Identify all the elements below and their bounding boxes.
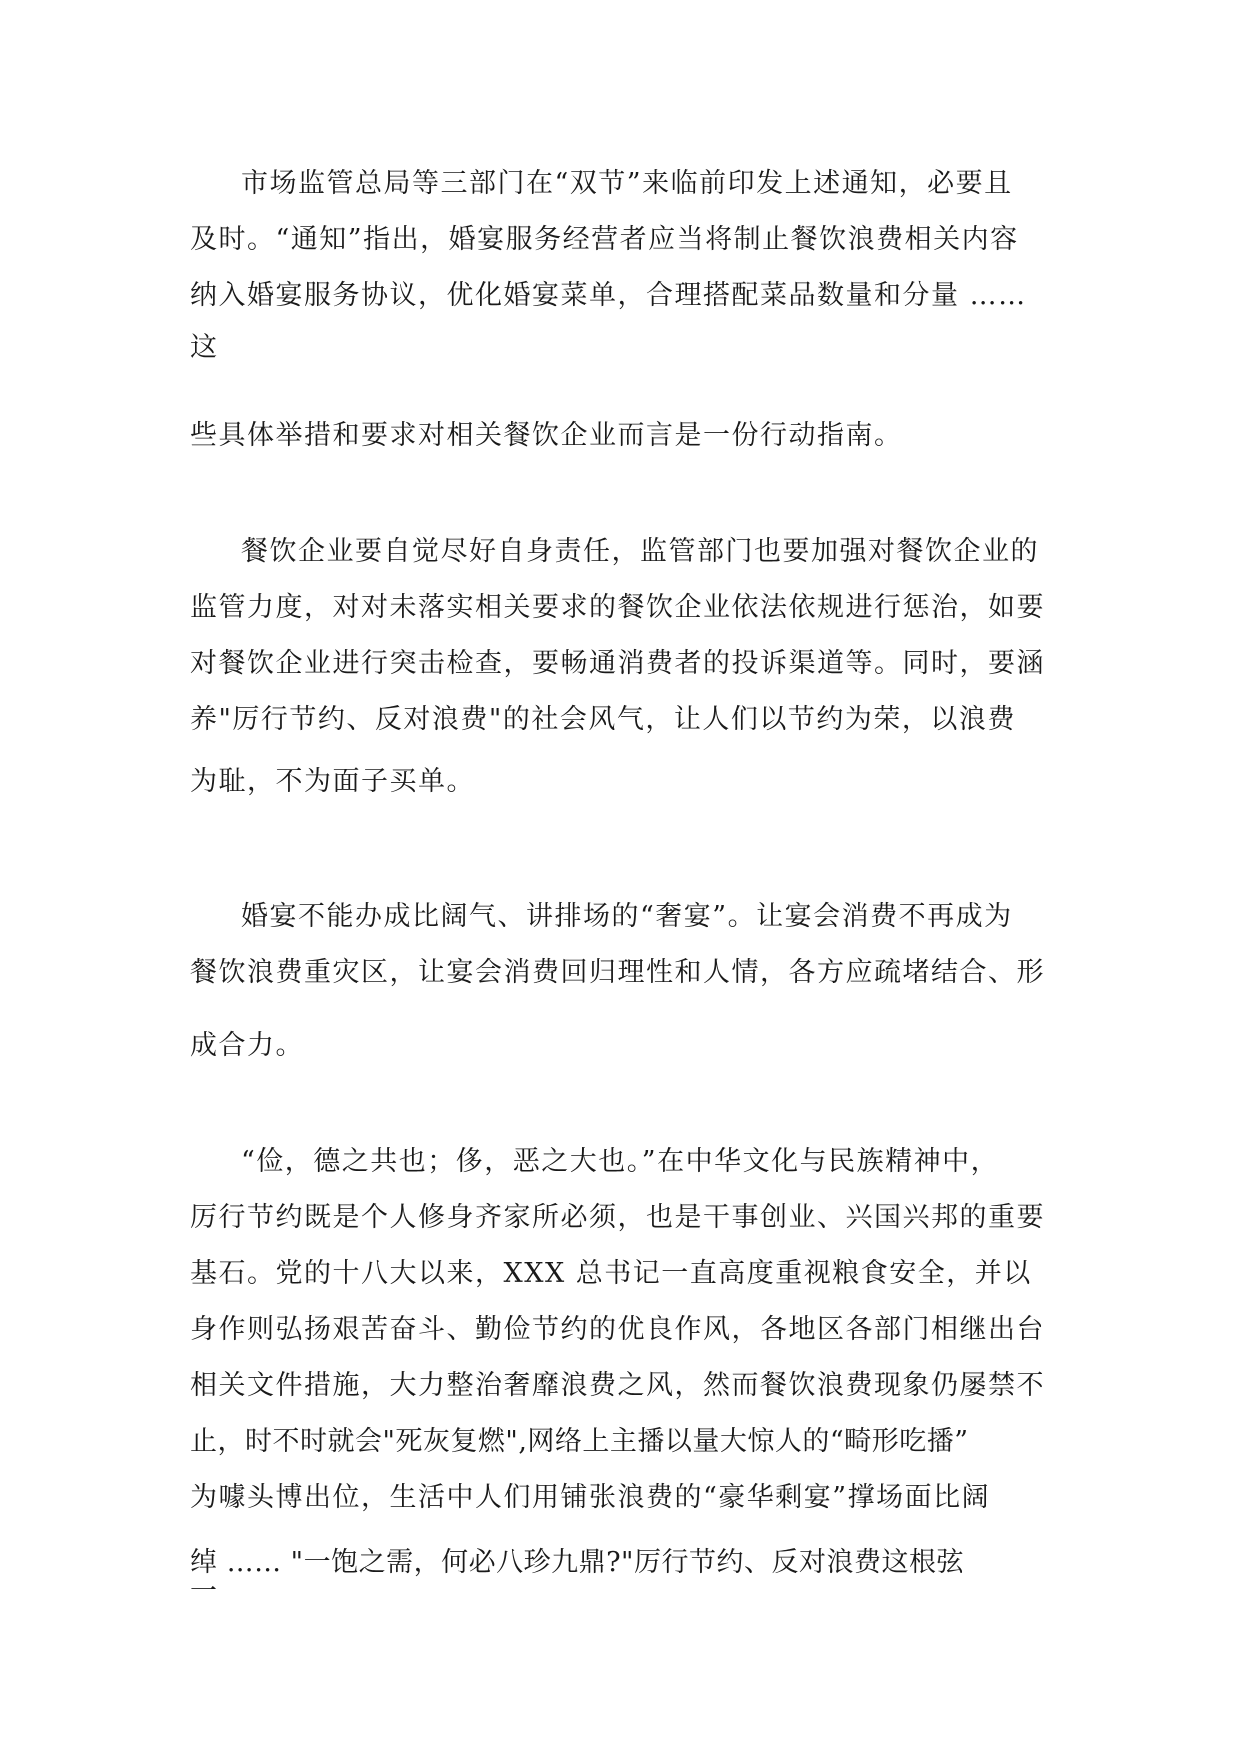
text-line: 为噱头博出位，生活中人们用铺张浪费的“豪华剩宴”撑场面比阔 bbox=[190, 1482, 991, 1513]
text-line: 为耻，不为面子买单。 bbox=[190, 766, 475, 797]
text-line: 婚宴不能办成比阔气、讲排场的“奢宴”。让宴会消费不再成为 bbox=[241, 901, 1013, 932]
text-line: 基石。党的十八大以来，XXX 总书记一直高度重视粮食安全，并以 bbox=[190, 1258, 1032, 1289]
text-line: 绰 …… "一饱之需，何必八珍九鼎?"厉行节约、反对浪费这根弦 bbox=[190, 1547, 964, 1578]
text-line: 一 bbox=[190, 1576, 219, 1607]
text-line: 餐饮企业要自觉尽好自身责任，监管部门也要加强对餐饮企业的 bbox=[241, 536, 1039, 567]
text-line: 成合力。 bbox=[190, 1030, 304, 1061]
text-line: 对餐饮企业进行突击检查，要畅通消费者的投诉渠道等。同时，要涵 bbox=[190, 648, 1045, 679]
text-line: 厉行节约既是个人修身齐家所必须，也是干事创业、兴国兴邦的重要 bbox=[190, 1202, 1045, 1233]
text-line: 监管力度，对对未落实相关要求的餐饮企业依法依规进行惩治，如要 bbox=[190, 592, 1045, 623]
text-line: 纳入婚宴服务协议，优化婚宴菜单，合理搭配菜品数量和分量 …… bbox=[190, 280, 1027, 311]
text-line: 养"厉行节约、反对浪费"的社会风气，让人们以节约为荣，以浪费 bbox=[190, 704, 1016, 735]
text-line: 止，时不时就会"死灰复燃",网络上主播以量大惊人的“畸形吃播” bbox=[190, 1426, 969, 1457]
text-line: 身作则弘扬艰苦奋斗、勤俭节约的优良作风，各地区各部门相继出台 bbox=[190, 1314, 1045, 1345]
text-line: 些具体举措和要求对相关餐饮企业而言是一份行动指南。 bbox=[190, 420, 903, 451]
text-line: 这 bbox=[190, 332, 219, 363]
text-line: 相关文件措施，大力整治奢靡浪费之风，然而餐饮浪费现象仍屡禁不 bbox=[190, 1370, 1045, 1401]
text-line: “俭，德之共也；侈，恶之大也。”在中华文化与民族精神中， bbox=[241, 1146, 1000, 1177]
text-line: 餐饮浪费重灾区，让宴会消费回归理性和人情，各方应疏堵结合、形 bbox=[190, 957, 1045, 988]
text-line: 及时。“通知”指出，婚宴服务经营者应当将制止餐饮浪费相关内容 bbox=[190, 224, 1019, 255]
text-line: 市场监管总局等三部门在“双节”来临前印发上述通知，必要且 bbox=[241, 168, 1013, 199]
